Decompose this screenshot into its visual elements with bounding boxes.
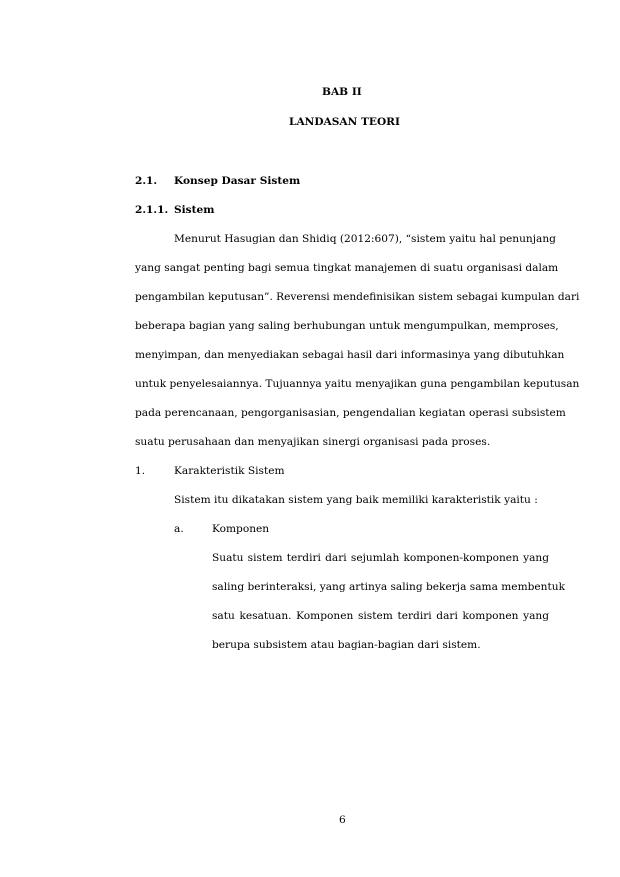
subsection-title: Sistem (174, 204, 215, 216)
chapter-title: LANDASAN TEORI (289, 116, 400, 128)
section-title: Konsep Dasar Sistem (174, 175, 301, 187)
subsection-number: 2.1.1. (135, 204, 169, 216)
list-item-title: Karakteristik Sistem (174, 465, 285, 477)
paragraph-line: untuk penyelesaiannya. Tujuannya yaitu menyajikan guna pengambilan keputusan (135, 378, 580, 390)
paragraph-line: suatu perusahaan dan menyajikan sinergi organisasi pada proses. (135, 436, 491, 448)
sub-item-line: berupa subsistem atau bagian-bagian dari sistem. (212, 639, 481, 651)
paragraph-line: pada perencanaan, pengorganisasian, pengendalian kegiatan operasi subsistem (135, 407, 566, 419)
sub-item-line: saling berinteraksi, yang artinya saling bekerja sama membentuk (212, 581, 565, 593)
sub-item-line: Suatu sistem terdiri dari sejumlah komponen-komponen yang (212, 552, 549, 564)
list-item-intro: Sistem itu dikatakan sistem yang baik memiliki karakteristik yaitu : (174, 494, 538, 506)
section-number: 2.1. (135, 175, 158, 187)
sub-item-title: Komponen (212, 523, 270, 535)
paragraph-line: pengambilan keputusan”. Reverensi mendefinisikan sistem sebagai kumpulan dari (135, 291, 580, 303)
list-item-number: 1. (135, 465, 146, 477)
paragraph-line: beberapa bagian yang saling berhubungan untuk mengumpulkan, memproses, (135, 320, 559, 332)
paragraph-line: Menurut Hasugian dan Shidiq (2012:607), “sistem yaitu hal penunjang (174, 233, 556, 245)
chapter-number: BAB II (322, 86, 362, 98)
paragraph-line: yang sangat penting bagi semua tingkat manajemen di suatu organisasi dalam (135, 262, 559, 274)
sub-item-line: satu kesatuan. Komponen sistem terdiri dari komponen yang (212, 610, 549, 622)
sub-item-letter: a. (174, 523, 184, 535)
paragraph-line: menyimpan, dan menyediakan sebagai hasil dari informasinya yang dibutuhkan (135, 349, 565, 361)
page-number: 6 (339, 814, 346, 826)
